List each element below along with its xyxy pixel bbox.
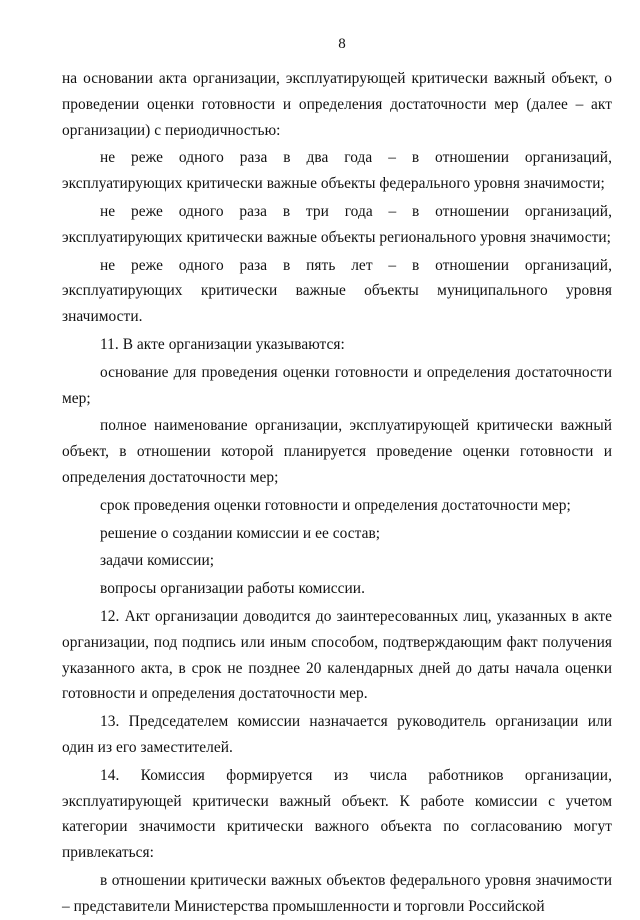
paragraph-11: вопросы организации работы комиссии. [100, 580, 365, 598]
paragraph-10: задачи комиссии; [100, 552, 215, 570]
page-number: 8 [338, 36, 346, 52]
paragraph-3: не реже одного раза в три года – в отношении организаций, эксплуатирующих критически важные объекты регионального уровня значимости; [62, 202, 612, 246]
paragraph-7: полное наименование организации, эксплуатирующей критически важный объект, в отношении которой планируется проведение оценки готовности и определения достаточности мер; [62, 417, 612, 486]
paragraph-12: 12. Акт организации доводится до заинтересованных лиц, указанных в акте организации, под подпись или иным способом, подтверждающим факт получения указанного акта, в срок не позднее 20 календарных дней до даты начала оценки готовности и определения достаточности мер. [62, 607, 612, 703]
paragraph-9: решение о создании комиссии и ее состав; [100, 524, 381, 542]
paragraph-5: 11. В акте организации указываются: [100, 335, 345, 353]
paragraph-13: 13. Председателем комиссии назначается руководитель организации или один из его заместителей. [62, 713, 612, 756]
paragraph-14: 14. Комиссия формируется из числа работников организации, эксплуатирующей критически важный объект. К работе комиссии с учетом категории значимости критически важного объекта по согласованию могут привлекаться: [62, 766, 612, 862]
paragraph-6: основание для проведения оценки готовности и определения достаточности мер; [62, 363, 612, 407]
paragraph-2: не реже одного раза в два года – в отношении организаций, эксплуатирующих критически важные объекты федерального уровня значимости; [62, 149, 612, 193]
paragraph-1: на основании акта организации, эксплуатирующей критически важный объект, о проведении оценки готовности и определения достаточности мер (далее – акт организации) с периодичностью: [62, 70, 612, 139]
paragraph-4: не реже одного раза в пять лет – в отношении организаций, эксплуатирующих критически важные объекты муниципального уровня значимости. [62, 256, 612, 326]
paragraph-8: срок проведения оценки готовности и определения достаточности мер; [100, 496, 571, 514]
paragraph-15: в отношении критически важных объектов федерального уровня значимости – представители Министерства промышленности и торговли Российской [62, 871, 612, 915]
